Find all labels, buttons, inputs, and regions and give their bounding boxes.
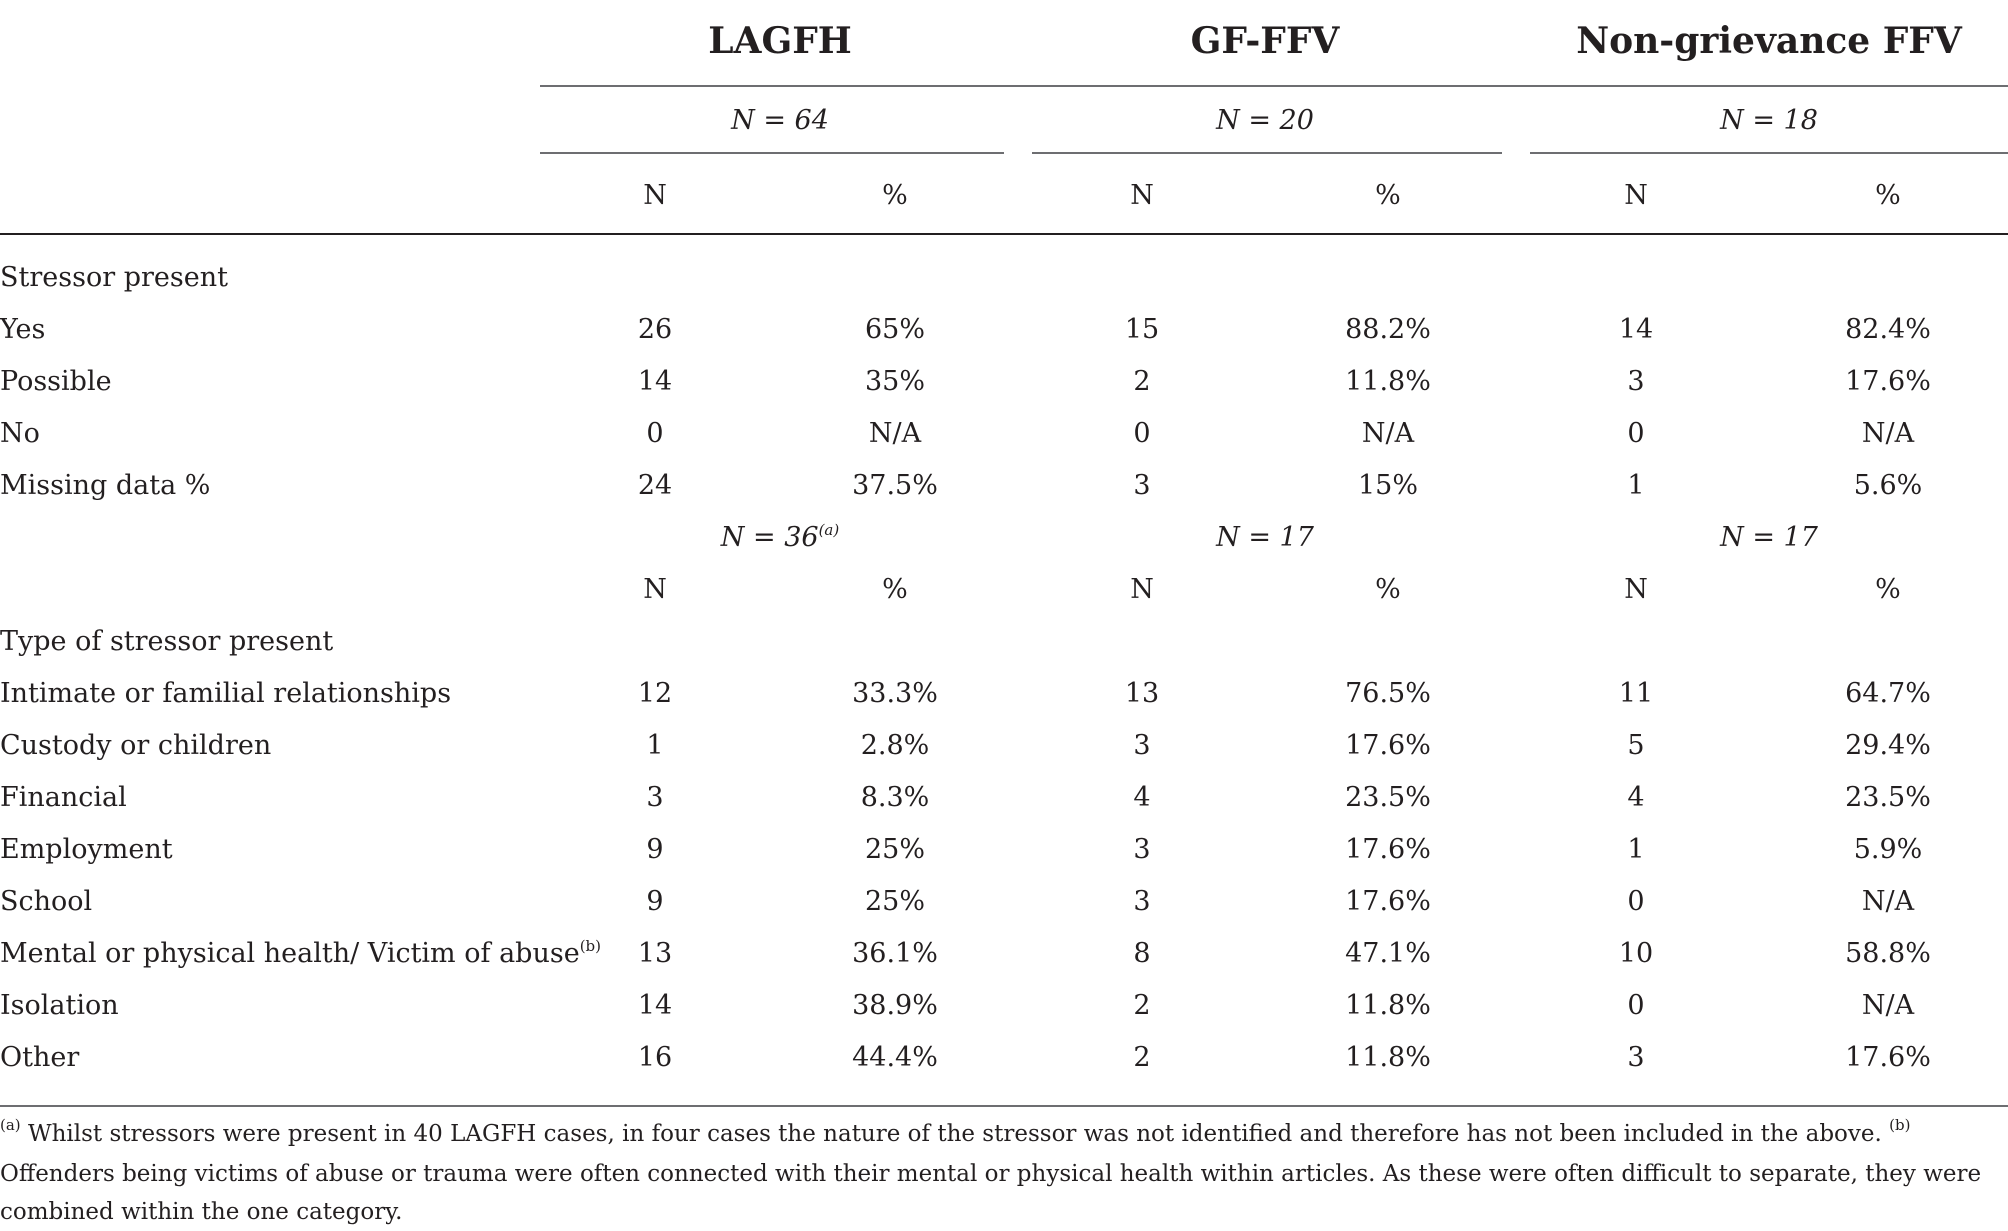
table-cell-count: 14	[637, 990, 673, 1021]
group-n-non-grievance-ffv: N = 18	[1720, 105, 1818, 136]
table-cell-count: 3	[1133, 834, 1151, 865]
row-label-text: Financial	[0, 782, 127, 813]
table-cell-percent: 17.6%	[1345, 730, 1431, 761]
row-label	[0, 886, 92, 917]
table-cell-percent: 2.8%	[860, 730, 930, 761]
row-label	[0, 990, 119, 1021]
table-cell-percent: 38.9%	[852, 990, 938, 1021]
row-label	[0, 730, 271, 761]
row-label-footnote-marker: (b)	[579, 937, 601, 955]
table-cell-count: 0	[1627, 418, 1645, 449]
column-header-percent: %	[1875, 180, 1901, 211]
subgroup-n-lagfh	[540, 522, 1020, 553]
column-header-n: N	[643, 180, 667, 211]
table-cell-count: 3	[1627, 1042, 1645, 1073]
row-label-text: Custody or children	[0, 730, 272, 761]
table-cell-count: 3	[1133, 470, 1151, 501]
table-cell-percent: 17.6%	[1845, 366, 1931, 397]
table-cell-percent: 11.8%	[1345, 366, 1431, 397]
group-n-lagfh: N = 64	[731, 105, 829, 136]
table-cell-count: 10	[1618, 938, 1654, 969]
table-cell-percent: 47.1%	[1345, 938, 1431, 969]
table-cell-percent: 17.6%	[1345, 886, 1431, 917]
section-title-stressor-present: Stressor present	[0, 262, 228, 293]
column-header-n: N	[1624, 180, 1648, 211]
table-cell-percent: 17.6%	[1845, 1042, 1931, 1073]
table-cell-percent: 36.1%	[852, 938, 938, 969]
group-rule-non-grievance-ffv	[1530, 152, 2008, 154]
table-cell-percent: 88.2%	[1345, 314, 1431, 345]
row-label-text: Possible	[0, 366, 112, 397]
table-cell-percent: 44.4%	[852, 1042, 938, 1073]
table-cell-percent: 65%	[864, 314, 925, 345]
column-header-n: N	[1624, 574, 1648, 605]
column-header-n: N	[1130, 574, 1154, 605]
table-cell-percent: 82.4%	[1845, 314, 1931, 345]
table-cell-percent: 23.5%	[1845, 782, 1931, 813]
row-label-text: Intimate or familial relationships	[0, 678, 452, 709]
column-header-percent: %	[1375, 574, 1401, 605]
row-label-text: Mental or physical health/ Victim of abuse	[0, 938, 580, 969]
group-n-gf-ffv: N = 20	[1216, 105, 1314, 136]
table-cell-count: 3	[646, 782, 664, 813]
column-header-percent: %	[882, 574, 908, 605]
footnote-a-marker: (a)	[0, 1116, 21, 1134]
table-cell-count: 0	[1627, 886, 1645, 917]
table-cell-count: 8	[1133, 938, 1151, 969]
table-cell-count: 1	[1627, 834, 1645, 865]
table-cell-percent: 25%	[864, 834, 925, 865]
table-cell-percent: 11.8%	[1345, 990, 1431, 1021]
table-cell-percent: 15%	[1357, 470, 1418, 501]
row-label	[0, 1042, 79, 1073]
row-label	[0, 938, 601, 969]
table-cell-percent: 5.6%	[1853, 470, 1923, 501]
table-cell-percent: 64.7%	[1845, 678, 1931, 709]
row-label	[0, 366, 112, 397]
row-label-text: Other	[0, 1042, 80, 1073]
header-bottom-rule	[0, 233, 2008, 235]
group-title-non-grievance-ffv: Non-grievance FFV	[1576, 20, 1962, 62]
subgroup-n-non-grievance-ffv: N = 17	[1720, 522, 1818, 553]
table-cell-count: 2	[1133, 990, 1151, 1021]
subgroup-n-lagfh-value: N = 36	[720, 522, 819, 553]
table-cell-count: 0	[1133, 418, 1151, 449]
column-header-percent: %	[1375, 180, 1401, 211]
table-cell-count: 13	[637, 938, 673, 969]
table-cell-count: 4	[1133, 782, 1151, 813]
table-cell-percent: 35%	[864, 366, 925, 397]
table-cell-percent: 33.3%	[852, 678, 938, 709]
row-label	[0, 314, 45, 345]
table-cell-count: 0	[1627, 990, 1645, 1021]
group-rule-lagfh	[540, 152, 1004, 154]
table-cell-count: 1	[1627, 470, 1645, 501]
row-label	[0, 678, 451, 709]
group-rule-gf-ffv	[1032, 152, 1502, 154]
table-cell-count: 15	[1124, 314, 1160, 345]
table-cell-percent: N/A	[1361, 418, 1415, 449]
subgroup-n-gf-ffv: N = 17	[1216, 522, 1314, 553]
table-cell-count: 9	[646, 886, 664, 917]
table-cell-count: 24	[637, 470, 673, 501]
table-bottom-rule	[0, 1105, 2008, 1107]
table-cell-percent: 17.6%	[1345, 834, 1431, 865]
table-footnote	[0, 1115, 2008, 1231]
footnote-a-text: Whilst stressors were present in 40 LAGFH cases, in four cases the nature of the stressor was not identified and therefore has not been included in the above.	[20, 1121, 1890, 1147]
column-header-percent: %	[1875, 574, 1901, 605]
table-cell-percent: N/A	[868, 418, 922, 449]
table-cell-count: 26	[637, 314, 673, 345]
row-label	[0, 418, 40, 449]
row-label	[0, 470, 210, 501]
row-label-text: Yes	[0, 314, 46, 345]
table-cell-count: 12	[637, 678, 673, 709]
table-cell-percent: 25%	[864, 886, 925, 917]
group-title-lagfh: LAGFH	[708, 20, 852, 62]
row-label	[0, 834, 173, 865]
section-title-type-of-stressor: Type of stressor present	[0, 626, 334, 657]
table-cell-percent: N/A	[1861, 886, 1915, 917]
footnote-b-marker: (b)	[1889, 1116, 1911, 1134]
column-header-n: N	[643, 574, 667, 605]
table-cell-percent: 11.8%	[1345, 1042, 1431, 1073]
table-cell-count: 5	[1627, 730, 1645, 761]
table-cell-count: 11	[1618, 678, 1654, 709]
table-cell-count: 1	[646, 730, 664, 761]
table-cell-percent: 37.5%	[852, 470, 938, 501]
footnote-b-text: Offenders being victims of abuse or trauma were often connected with their mental or physical health within articles. As these were often difficult to separate, they were combined within the one category.	[0, 1161, 1982, 1225]
table-cell-count: 14	[1618, 314, 1654, 345]
table-cell-count: 3	[1133, 730, 1151, 761]
table-cell-count: 3	[1627, 366, 1645, 397]
footnote-marker-a: (a)	[818, 521, 840, 539]
row-label-text: Missing data %	[0, 470, 211, 501]
row-label	[0, 782, 127, 813]
table-cell-count: 2	[1133, 366, 1151, 397]
table-cell-percent: N/A	[1861, 418, 1915, 449]
table-cell-count: 0	[646, 418, 664, 449]
table-cell-percent: 8.3%	[860, 782, 930, 813]
group-title-gf-ffv: GF-FFV	[1190, 20, 1340, 62]
row-label-text: Isolation	[0, 990, 119, 1021]
table-cell-percent: 23.5%	[1345, 782, 1431, 813]
table-cell-count: 9	[646, 834, 664, 865]
row-label-text: School	[0, 886, 93, 917]
row-label-text: Employment	[0, 834, 173, 865]
table-cell-count: 13	[1124, 678, 1160, 709]
table-cell-percent: 29.4%	[1845, 730, 1931, 761]
table-cell-percent: 5.9%	[1853, 834, 1923, 865]
table-cell-percent: N/A	[1861, 990, 1915, 1021]
table-cell-count: 4	[1627, 782, 1645, 813]
table-cell-percent: 76.5%	[1345, 678, 1431, 709]
column-header-n: N	[1130, 180, 1154, 211]
table-cell-percent: 58.8%	[1845, 938, 1931, 969]
table-cell-count: 2	[1133, 1042, 1151, 1073]
table-cell-count: 16	[637, 1042, 673, 1073]
column-header-percent: %	[882, 180, 908, 211]
table-cell-count: 3	[1133, 886, 1151, 917]
table-cell-count: 14	[637, 366, 673, 397]
row-label-text: No	[0, 418, 40, 449]
group-title-rule	[540, 85, 2008, 87]
